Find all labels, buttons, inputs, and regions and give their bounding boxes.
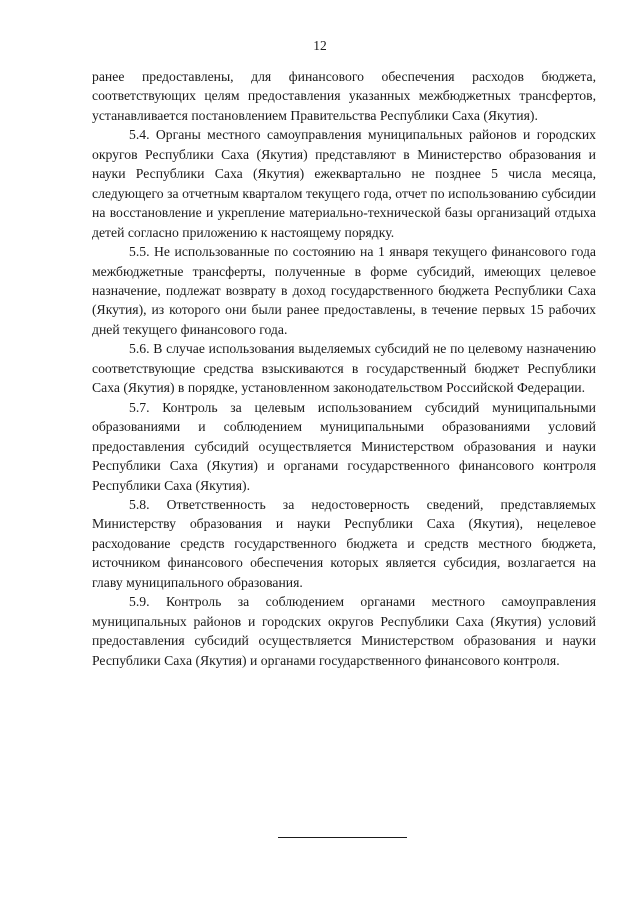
paragraph-5-4: 5.4. Органы местного самоуправления муниципальных районов и городских округов Республики Саха (Якутия) представляют в Министерство образования и науки Республики Саха (Якутия) ежеквартально не позднее 5 числа месяца, следующего за отчетным кварталом текущего года, отчет по использованию субсидии на восстановление и укрепление материально-технической базы организаций отдыха детей согласно приложению к настоящему порядку. [92,127,596,240]
paragraph-5-7: 5.7. Контроль за целевым использованием субсидий муниципальными образованиями и соблюдением муниципальными образованиями условий предоставления субсидий осуществляется Министерством образования и науки Республики Саха (Якутия) и органами государственного финансового контроля Республики Саха (Якутия). [92,399,596,493]
document-body [92,67,596,670]
page-number: 12 [313,38,327,53]
end-of-document-rule [278,837,407,838]
paragraph-5-6: 5.6. В случае использования выделяемых субсидий не по целевому назначению соответствующие средства взыскиваются в государственный бюджет Республики Саха (Якутия) в порядке, установленном законодательством Российской Федерации. [92,341,596,396]
paragraph-5-9: 5.9. Контроль за соблюдением органами местного самоуправления муниципальных районов и городских округов Республики Саха (Якутия) условий предоставления субсидий осуществляется Министерством образования и науки Республики Саха (Якутия) и органами государственного финансового контроля. [92,594,596,668]
paragraph-continuation: ранее предоставлены, для финансового обеспечения расходов бюджета, соответствующих целям предоставления указанных межбюджетных трансфертов, устанавливается постановлением Правительства Республики Саха (Якутия). [92,69,596,123]
paragraph-5-5: 5.5. Не использованные по состоянию на 1 января текущего финансового года межбюджетные трансферты, полученные в форме субсидий, имеющих целевое назначение, подлежат возврату в доход государственного бюджета Республики Саха (Якутия), из которого они были ранее предоставлены, в течение первых 15 рабочих дней текущего финансового года. [92,244,596,337]
paragraph-5-8: 5.8. Ответственность за недостоверность сведений, представляемых Министерству образования и науки Республики Саха (Якутия), нецелевое расходование средств государственного бюджета и средств местного бюджета, источником финансового обеспечения которых является субсидия, возлагается на главу муниципального образования. [92,496,596,590]
